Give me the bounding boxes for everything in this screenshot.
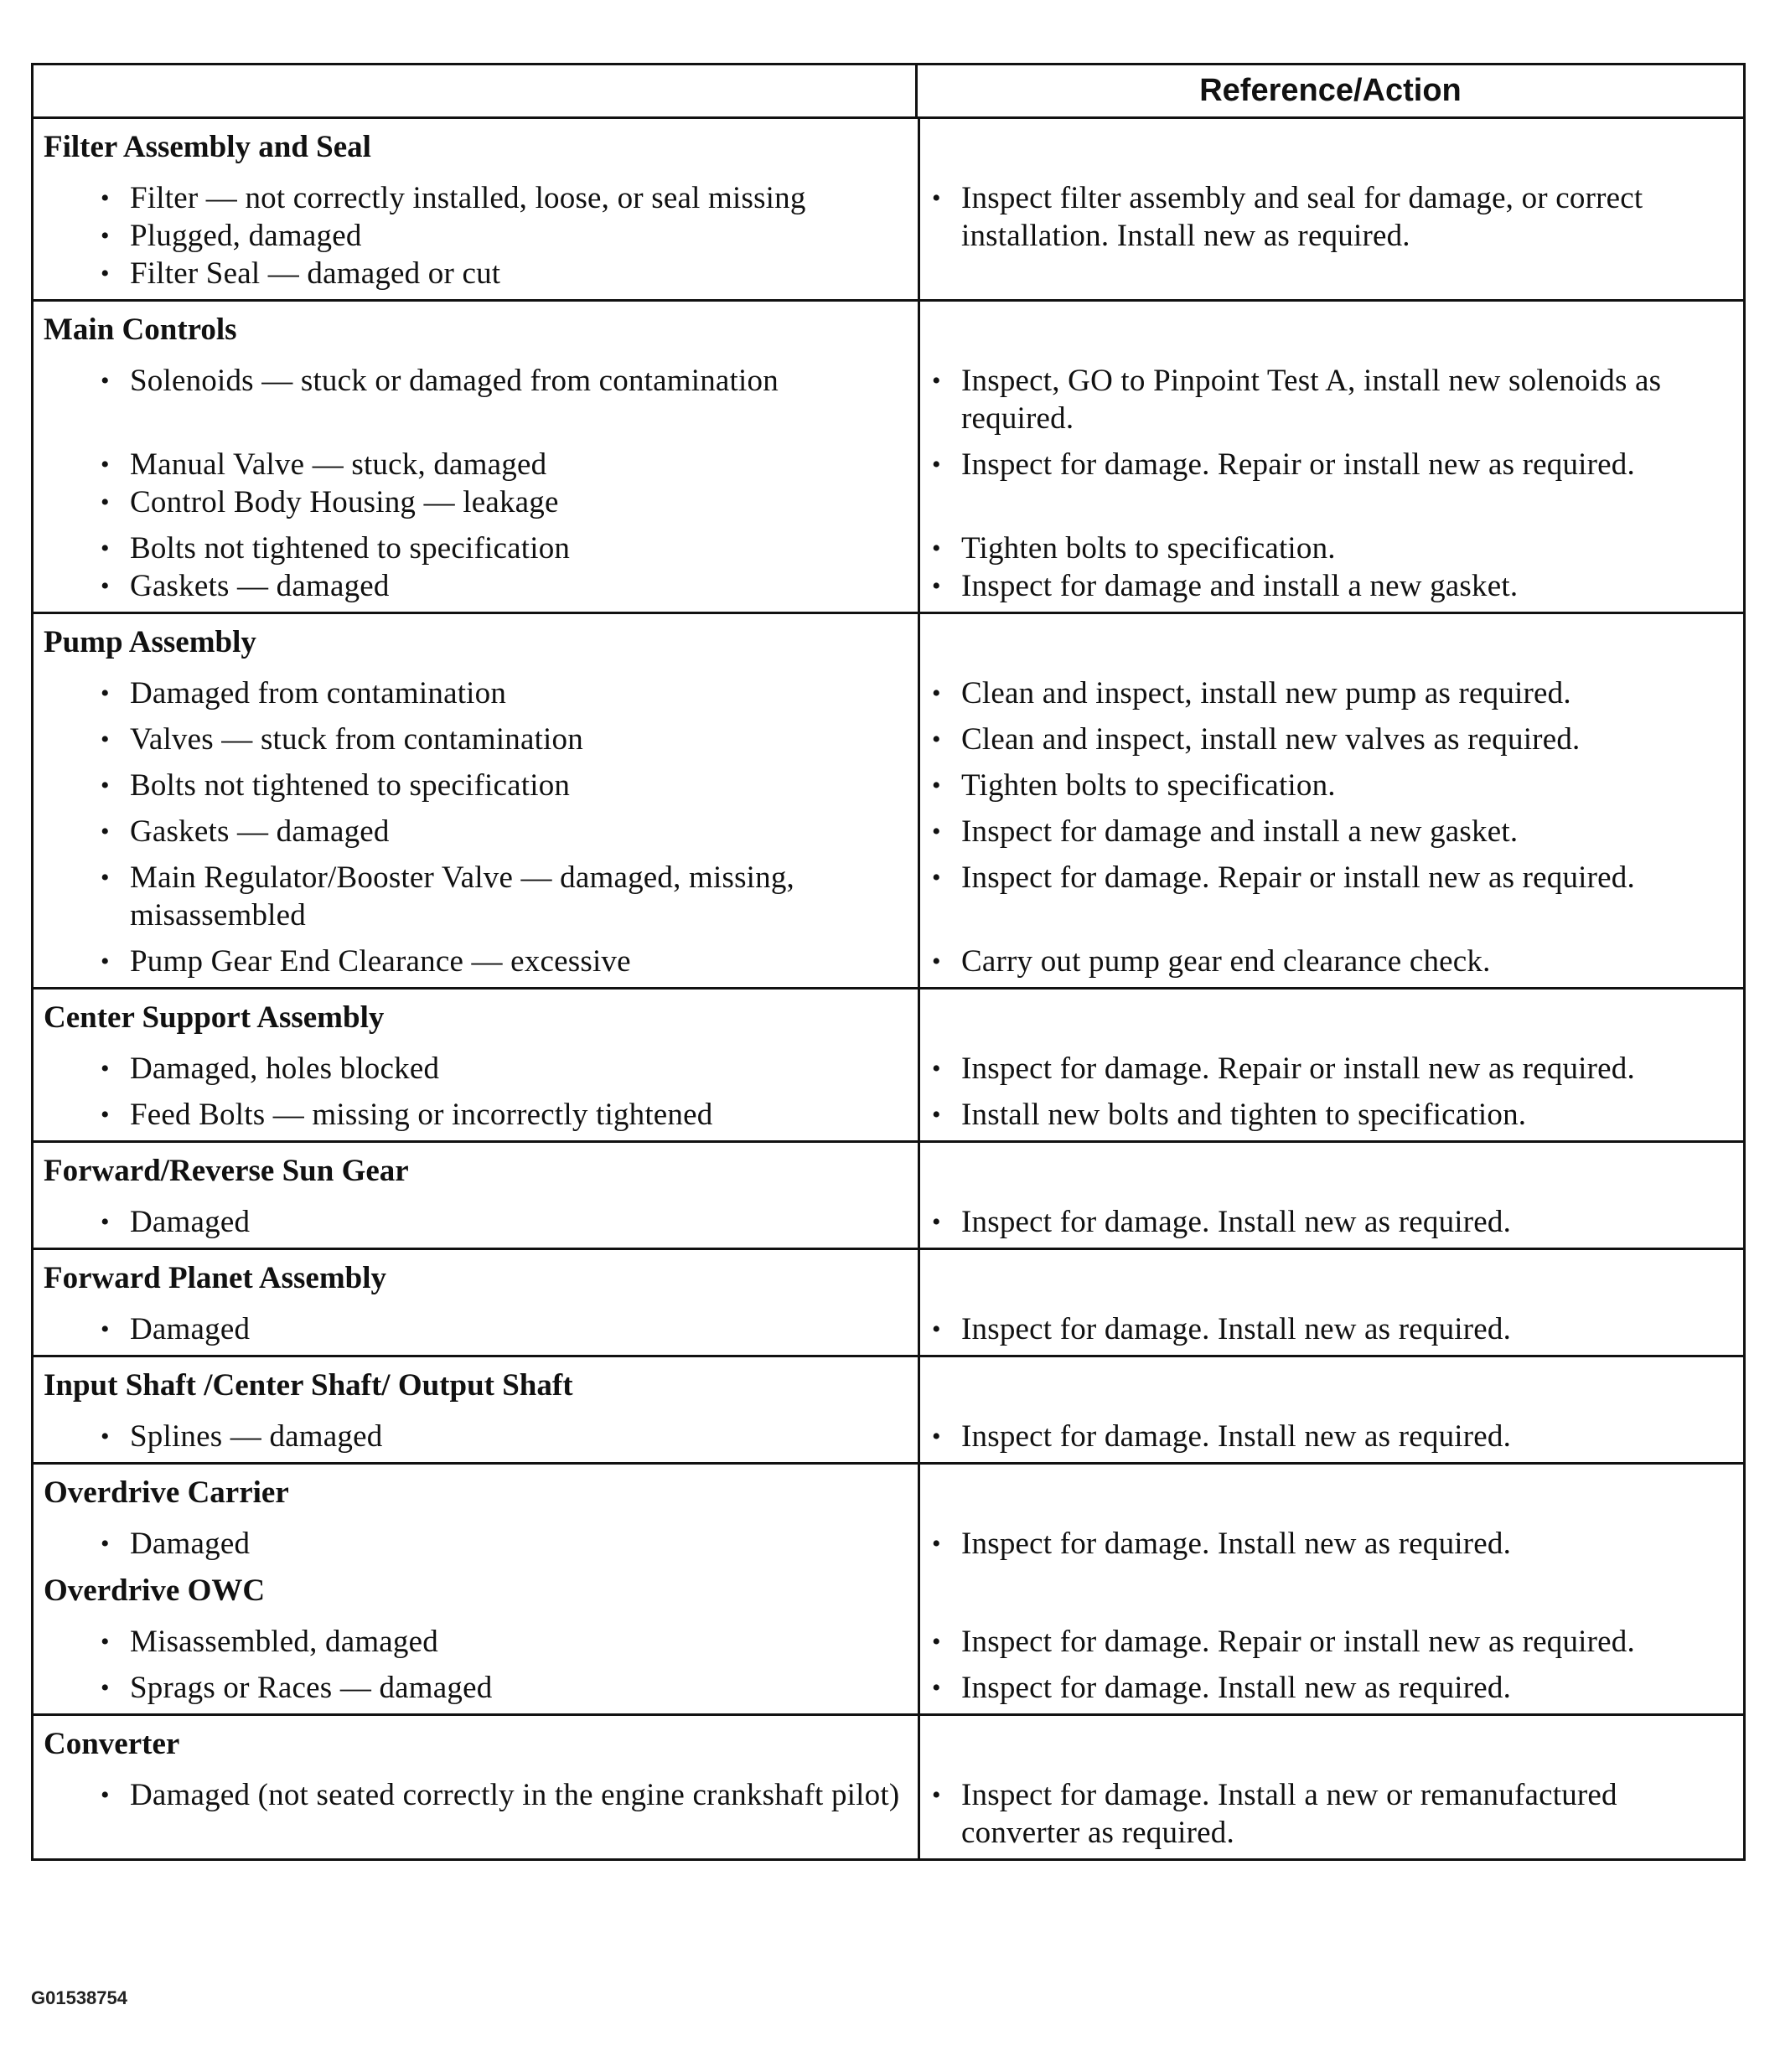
condition-item-text: Splines — damaged xyxy=(130,1419,383,1454)
action-list xyxy=(918,362,1743,437)
action-item xyxy=(932,1776,1731,1852)
action-list xyxy=(918,1525,1743,1563)
condition-item xyxy=(101,530,901,567)
item-group xyxy=(34,1088,1743,1134)
action-item xyxy=(932,813,1731,850)
action-list xyxy=(918,1776,1743,1852)
bullet-icon: • xyxy=(101,726,110,753)
item-group xyxy=(34,850,1743,934)
section-title: Overdrive Carrier xyxy=(44,1475,289,1510)
bullet-icon: • xyxy=(101,488,110,516)
condition-item-text: Bolts not tightened to specification xyxy=(130,768,571,803)
action-list xyxy=(918,1418,1743,1455)
action-list xyxy=(918,767,1743,804)
figure-id: G01538754 xyxy=(31,1987,127,2008)
action-list xyxy=(918,943,1743,980)
column-divider xyxy=(918,302,920,612)
action-item xyxy=(932,859,1731,896)
condition-item xyxy=(101,1669,901,1707)
action-item xyxy=(932,446,1731,483)
condition-list xyxy=(34,721,918,758)
condition-item xyxy=(101,567,901,605)
bullet-icon: • xyxy=(101,1101,110,1129)
condition-item xyxy=(101,1203,901,1241)
bullet-icon: • xyxy=(101,1628,110,1656)
condition-item xyxy=(101,217,901,255)
action-item xyxy=(932,721,1731,758)
action-list xyxy=(918,721,1743,758)
bullet-icon: • xyxy=(101,864,110,891)
condition-item-text: Damaged from contamination xyxy=(130,676,507,710)
item-group xyxy=(34,437,1743,521)
column-divider xyxy=(918,989,920,1140)
condition-list xyxy=(34,362,918,437)
action-item-text: Clean and inspect, install new valves as required. xyxy=(961,722,1581,757)
action-item-text: Inspect for damage. Install new as required. xyxy=(961,1671,1512,1705)
action-list xyxy=(918,813,1743,850)
action-item-text: Clean and inspect, install new pump as required. xyxy=(961,676,1571,710)
action-list xyxy=(918,1203,1743,1241)
condition-list xyxy=(34,1418,918,1455)
bullet-icon: • xyxy=(101,535,110,562)
section-title: Forward/Reverse Sun Gear xyxy=(44,1154,409,1188)
action-item-text: Inspect for damage. Install new as required. xyxy=(961,1419,1512,1454)
condition-item xyxy=(101,767,901,804)
condition-item-text: Solenoids — stuck or damaged from contamination xyxy=(130,364,779,398)
bullet-icon: • xyxy=(101,772,110,799)
item-group xyxy=(34,354,1743,437)
bullet-icon: • xyxy=(101,367,110,395)
item-group xyxy=(34,1615,1743,1661)
condition-item-text: Damaged (not seated correctly in the engine crankshaft pilot) xyxy=(130,1778,900,1812)
section-title: Center Support Assembly xyxy=(44,1000,385,1035)
table-section xyxy=(34,1140,1743,1248)
condition-item-text: Damaged xyxy=(130,1312,251,1346)
action-item-text: Install new bolts and tighten to specification. xyxy=(961,1098,1527,1132)
item-group xyxy=(34,666,1743,712)
condition-list xyxy=(34,1096,918,1134)
condition-list xyxy=(34,1776,918,1852)
bullet-icon: • xyxy=(101,818,110,845)
condition-item-text: Filter — not correctly installed, loose, or seal missing xyxy=(130,181,806,215)
condition-item-text: Gaskets — damaged xyxy=(130,569,390,603)
bullet-icon: • xyxy=(101,184,110,212)
condition-item-text: Misassembled, damaged xyxy=(130,1625,438,1659)
action-item-text: Inspect for damage. Install new as required. xyxy=(961,1205,1512,1239)
bullet-icon: • xyxy=(932,367,941,395)
table-section xyxy=(34,1355,1743,1462)
action-item-text: Tighten bolts to specification. xyxy=(961,531,1336,566)
condition-list xyxy=(34,179,918,292)
condition-item xyxy=(101,1050,901,1088)
action-list xyxy=(918,859,1743,934)
item-group xyxy=(34,1409,1743,1455)
action-item-text: Inspect for damage. Install a new or remanufactured converter as required. xyxy=(961,1778,1617,1850)
condition-item xyxy=(101,446,901,483)
bullet-icon: • xyxy=(101,1208,110,1236)
table-section xyxy=(34,116,1743,299)
action-item xyxy=(932,567,1731,605)
condition-item xyxy=(101,1310,901,1348)
bullet-icon: • xyxy=(101,1423,110,1450)
item-group xyxy=(34,712,1743,758)
item-group xyxy=(34,1041,1743,1088)
bullet-icon: • xyxy=(932,1101,941,1129)
condition-item-text: Filter Seal — damaged or cut xyxy=(130,256,501,291)
bullet-icon: • xyxy=(932,726,941,753)
action-list xyxy=(918,674,1743,712)
condition-list xyxy=(34,446,918,521)
action-item-text: Inspect for damage. Repair or install new as required. xyxy=(961,447,1635,482)
condition-item xyxy=(101,1096,901,1134)
bullet-icon: • xyxy=(101,1781,110,1809)
condition-item-text: Bolts not tightened to specification xyxy=(130,531,571,566)
condition-item-text: Damaged, holes blocked xyxy=(130,1052,440,1086)
column-divider xyxy=(918,1143,920,1248)
condition-item-text: Plugged, damaged xyxy=(130,219,362,253)
table-section xyxy=(34,299,1743,612)
action-list xyxy=(918,1623,1743,1661)
bullet-icon: • xyxy=(932,451,941,478)
bullet-icon: • xyxy=(101,1055,110,1083)
action-item xyxy=(932,362,1731,437)
condition-item xyxy=(101,1623,901,1661)
bullet-icon: • xyxy=(101,451,110,478)
item-group xyxy=(34,521,1743,605)
bullet-icon: • xyxy=(101,572,110,600)
action-item-text: Inspect for damage and install a new gasket. xyxy=(961,569,1519,603)
condition-item xyxy=(101,1776,901,1814)
condition-list xyxy=(34,859,918,934)
action-item xyxy=(932,1203,1731,1241)
action-item-text: Inspect for damage. Repair or install new as required. xyxy=(961,1052,1635,1086)
bullet-icon: • xyxy=(101,1674,110,1702)
action-list xyxy=(918,1096,1743,1134)
action-item xyxy=(932,1418,1731,1455)
condition-list xyxy=(34,943,918,980)
item-group xyxy=(34,1195,1743,1241)
condition-list xyxy=(34,1525,918,1563)
condition-list xyxy=(34,813,918,850)
condition-item-text: Sprags or Races — damaged xyxy=(130,1671,493,1705)
action-item-text: Inspect for damage. Repair or install new as required. xyxy=(961,860,1635,895)
action-item xyxy=(932,530,1731,567)
action-item-text: Inspect for damage. Repair or install new as required. xyxy=(961,1625,1635,1659)
diagnosis-table xyxy=(31,63,1746,1861)
item-group xyxy=(34,1302,1743,1348)
action-item-text: Inspect for damage. Install new as required. xyxy=(961,1312,1512,1346)
bullet-icon: • xyxy=(101,1530,110,1558)
bullet-icon: • xyxy=(932,1674,941,1702)
bullet-icon: • xyxy=(932,572,941,600)
condition-item-text: Damaged xyxy=(130,1205,251,1239)
condition-item-text: Control Body Housing — leakage xyxy=(130,485,559,519)
condition-list xyxy=(34,1203,918,1241)
header-left-cell xyxy=(34,65,918,116)
table-section xyxy=(34,987,1743,1140)
action-item-text: Tighten bolts to specification. xyxy=(961,768,1336,803)
action-item xyxy=(932,1310,1731,1348)
action-list xyxy=(918,530,1743,605)
bullet-icon: • xyxy=(932,1530,941,1558)
table-header xyxy=(34,65,1743,116)
action-item xyxy=(932,767,1731,804)
action-list xyxy=(918,1050,1743,1088)
condition-item-text: Feed Bolts — missing or incorrectly tightened xyxy=(130,1098,713,1132)
condition-list xyxy=(34,1669,918,1707)
section-title: Converter xyxy=(44,1727,180,1761)
condition-item-text: Gaskets — damaged xyxy=(130,814,390,849)
bullet-icon: • xyxy=(932,1208,941,1236)
bullet-icon: • xyxy=(101,1315,110,1343)
column-divider xyxy=(918,1357,920,1462)
action-item xyxy=(932,1669,1731,1707)
table-section xyxy=(34,1248,1743,1355)
action-item xyxy=(932,943,1731,980)
item-group xyxy=(34,1517,1743,1563)
bullet-icon: • xyxy=(932,818,941,845)
condition-item-text: Main Regulator/Booster Valve — damaged, missing, misassembled xyxy=(130,860,794,933)
bullet-icon: • xyxy=(101,679,110,707)
bullet-icon: • xyxy=(932,1781,941,1809)
section-title: Forward Planet Assembly xyxy=(44,1261,387,1295)
condition-item xyxy=(101,721,901,758)
action-item xyxy=(932,1623,1731,1661)
condition-item-text: Manual Valve — stuck, damaged xyxy=(130,447,547,482)
column-divider xyxy=(918,1250,920,1355)
bullet-icon: • xyxy=(932,679,941,707)
bullet-icon: • xyxy=(932,864,941,891)
bullet-icon: • xyxy=(932,1628,941,1656)
bullet-icon: • xyxy=(932,948,941,975)
condition-item xyxy=(101,179,901,217)
action-item xyxy=(932,1096,1731,1134)
bullet-icon: • xyxy=(932,1315,941,1343)
action-list xyxy=(918,179,1743,292)
item-group xyxy=(34,758,1743,804)
action-item-text: Carry out pump gear end clearance check. xyxy=(961,944,1491,979)
section-subtitle: Overdrive OWC xyxy=(44,1573,266,1608)
condition-item xyxy=(101,255,901,292)
condition-list xyxy=(34,1050,918,1088)
condition-list xyxy=(34,674,918,712)
bullet-icon: • xyxy=(101,260,110,287)
bullet-icon: • xyxy=(932,535,941,562)
action-list xyxy=(918,1310,1743,1348)
bullet-icon: • xyxy=(932,1055,941,1083)
column-divider xyxy=(918,614,920,987)
condition-list xyxy=(34,1310,918,1348)
bullet-icon: • xyxy=(932,184,941,212)
action-item-text: Inspect, GO to Pinpoint Test A, install new solenoids as required. xyxy=(961,364,1662,436)
action-item-text: Inspect for damage and install a new gasket. xyxy=(961,814,1519,849)
condition-item xyxy=(101,859,901,934)
action-item xyxy=(932,1525,1731,1563)
column-divider xyxy=(918,1716,920,1858)
item-group xyxy=(34,1661,1743,1707)
action-item xyxy=(932,1050,1731,1088)
section-title: Input Shaft /Center Shaft/ Output Shaft xyxy=(44,1368,573,1403)
table-section xyxy=(34,612,1743,987)
action-item-text: Inspect for damage. Install new as required. xyxy=(961,1527,1512,1561)
action-item xyxy=(932,179,1731,255)
condition-list xyxy=(34,767,918,804)
condition-item-text: Valves — stuck from contamination xyxy=(130,722,583,757)
section-title: Filter Assembly and Seal xyxy=(44,130,371,164)
condition-list xyxy=(34,1623,918,1661)
sections-container xyxy=(34,116,1743,1858)
bullet-icon: • xyxy=(932,1423,941,1450)
section-title: Main Controls xyxy=(44,313,237,347)
condition-list xyxy=(34,530,918,605)
table-section xyxy=(34,1462,1743,1713)
column-divider xyxy=(918,1465,920,1713)
bullet-icon: • xyxy=(932,772,941,799)
item-group xyxy=(34,934,1743,980)
header-reference-action: Reference/Action xyxy=(1199,73,1462,108)
condition-item xyxy=(101,362,901,400)
bullet-icon: • xyxy=(101,222,110,250)
condition-item-text: Pump Gear End Clearance — excessive xyxy=(130,944,631,979)
section-title: Pump Assembly xyxy=(44,625,256,659)
condition-item-text: Damaged xyxy=(130,1527,251,1561)
condition-item xyxy=(101,1525,901,1563)
item-group xyxy=(34,171,1743,292)
table-section xyxy=(34,1713,1743,1858)
action-list xyxy=(918,1669,1743,1707)
bullet-icon: • xyxy=(101,948,110,975)
action-item-text: Inspect filter assembly and seal for damage, or correct installation. Install new as required. xyxy=(961,181,1643,253)
condition-item xyxy=(101,1418,901,1455)
condition-item xyxy=(101,674,901,712)
action-list xyxy=(918,446,1743,521)
item-group xyxy=(34,804,1743,850)
column-divider xyxy=(918,119,920,299)
condition-item xyxy=(101,483,901,521)
item-group xyxy=(34,1768,1743,1852)
condition-item xyxy=(101,813,901,850)
action-item xyxy=(932,674,1731,712)
condition-item xyxy=(101,943,901,980)
